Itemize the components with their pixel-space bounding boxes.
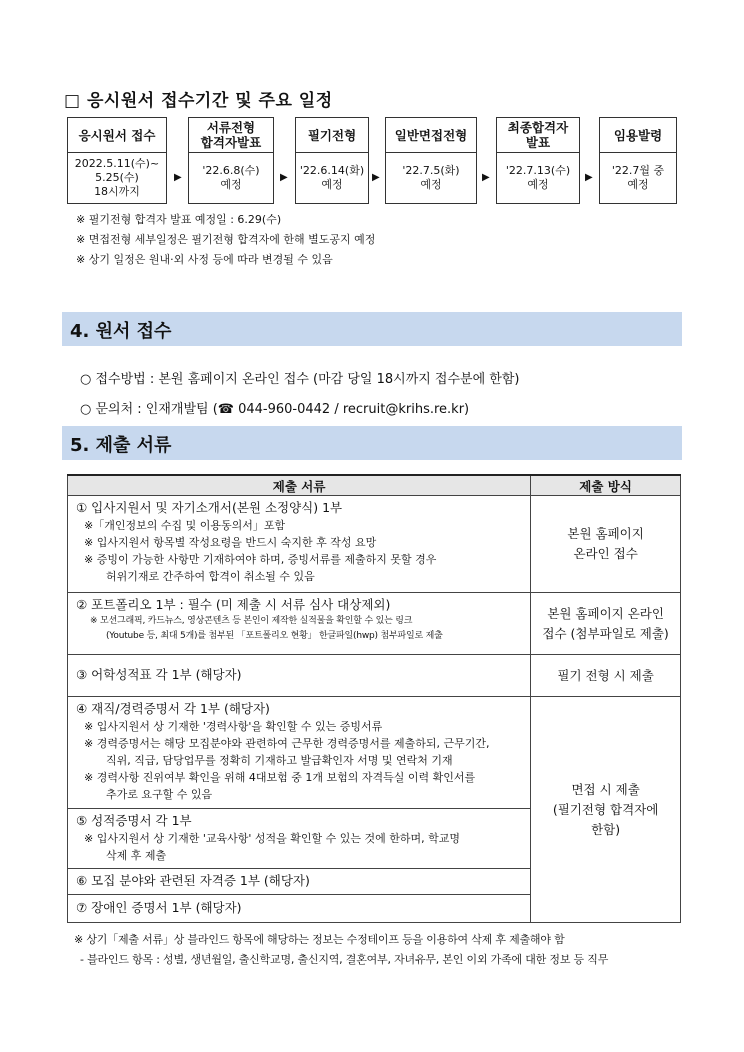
section5-header	[62, 426, 682, 460]
arrow-right-icon: ▶	[585, 172, 593, 183]
doc-item-4-note: ※ 경력사항 진위여부 확인을 위해 4대보험 중 1개 보험의 자격득실 이력 확인서를	[84, 771, 476, 784]
schedule-note-3: ※ 상기 일정은 원내·외 사정 등에 따라 변경될 수 있음	[76, 253, 333, 266]
footnote-1: ※ 상기「제출 서류」상 블라인드 항목에 해당하는 정보는 수정테이프 등을 이용하여 삭제 후 제출해야 함	[74, 933, 565, 946]
doc-item-2-note: ※ 모션그래픽, 카드뉴스, 영상콘텐츠 등 본인이 제작한 실적물을 확인할 수 있는 링크	[90, 616, 413, 626]
documents-table	[67, 474, 681, 923]
doc-item-6: ⑥ 모집 분야와 관련된 자격증 1부 (해당자)	[76, 873, 310, 888]
arrow-right-icon: ▶	[372, 172, 380, 183]
step-6-head: 임용발령	[599, 117, 677, 153]
schedule-note-1: ※ 필기전형 합격자 발표 예정일 : 6.29(수)	[76, 213, 282, 226]
section4-header	[62, 312, 682, 346]
doc-item-1-note: ※「개인정보의 수집 및 이용동의서」포함	[84, 519, 286, 532]
doc-item-4: ④ 재직/경력증명서 각 1부 (해당자)	[76, 701, 270, 716]
step-5-body: '22.7.13(수) 예정	[496, 152, 580, 204]
doc-item-1: ① 입사지원서 및 자기소개서(본원 소정양식) 1부	[76, 500, 343, 515]
interview-method-cell	[531, 697, 681, 923]
method-2: 본원 홈페이지 온라인	[547, 605, 664, 621]
step-4-head: 일반면접전형	[385, 117, 477, 153]
doc-item-1-note: ※ 증빙이 가능한 사항만 기재하여야 하며, 증빙서류를 제출하지 못할 경우	[84, 553, 437, 566]
method-2b: 접수 (첨부파일로 제출)	[542, 625, 669, 641]
step-4-body: '22.7.5(화) 예정	[385, 152, 477, 204]
doc-item-5: ⑤ 성적증명서 각 1부	[76, 813, 192, 828]
step-2-body: '22.6.8(수) 예정	[188, 152, 274, 204]
doc-item-4-note: ※ 경력증명서는 해당 모집분야와 관련하여 근무한 경력증명서를 제출하되, 근무기간,	[84, 737, 490, 750]
step-6-body: '22.7월 중 예정	[599, 152, 677, 204]
method-1b: 온라인 접수	[573, 546, 638, 561]
doc-item-3: ③ 어학성적표 각 1부 (해당자)	[76, 667, 242, 682]
section4-title: 4. 원서 접수	[70, 321, 172, 342]
method-4: 면접 시 제출	[571, 781, 640, 797]
doc-item-7: ⑦ 장애인 증명서 1부 (해당자)	[76, 900, 242, 915]
step-3-body: '22.6.14(화) 예정	[295, 152, 369, 204]
table-row	[68, 655, 681, 697]
contact-info: ○ 문의처 : 인재개발팀 (☎ 044-960-0442 / recruit@krihs.re.kr)	[80, 402, 470, 417]
arrow-right-icon: ▶	[482, 172, 490, 183]
step-2-head	[188, 117, 274, 153]
table-row	[68, 496, 681, 593]
doc-item-5-note: ※ 입사지원서 상 기재한 '교육사항' 성적을 확인할 수 있는 것에 한하며, 학교명	[84, 832, 461, 845]
doc-item-4-note: 직위, 직급, 담당업무를 정확히 기재하고 발급확인자 서명 및 연락처 기재	[106, 754, 453, 767]
method-4b: (필기전형 합격자에	[552, 801, 659, 817]
step-1-head: 응시원서 접수	[67, 117, 167, 153]
col-method: 제출 방식	[531, 475, 681, 496]
table-row	[68, 593, 681, 655]
col-documents: 제출 서류	[68, 475, 531, 496]
doc-item-2: ② 포트폴리오 1부 : 필수 (미 제출 시 서류 심사 대상제외)	[76, 597, 391, 612]
method-3: 필기 전형 시 제출	[531, 655, 681, 697]
doc-item-1-note: 허위기재로 간주하여 합격이 취소될 수 있음	[106, 570, 315, 583]
step-5-head: 최종합격자 발표	[496, 117, 580, 153]
doc-item-4-note: ※ 입사지원서 상 기재한 '경력사항'을 확인할 수 있는 증빙서류	[84, 720, 383, 733]
doc-item-5-note: 삭제 후 제출	[106, 849, 167, 862]
arrow-right-icon: ▶	[174, 172, 182, 183]
table-row	[68, 697, 681, 809]
schedule-note-2: ※ 면접전형 세부일정은 필기전형 합격자에 한해 별도공지 예정	[76, 233, 376, 246]
table-header-row	[68, 475, 681, 496]
doc-item-4-note: 추가로 요구할 수 있음	[106, 788, 213, 801]
method-4c: 한함)	[591, 821, 621, 837]
section5-title: 5. 제출 서류	[70, 435, 172, 456]
step-1-body: 2022.5.11(수)~ 5.25(수) 18시까지	[67, 152, 167, 204]
step-3-head: 필기전형	[295, 117, 369, 153]
apply-method: ○ 접수방법 : 본원 홈페이지 온라인 접수 (마감 당일 18시까지 접수분에 한함)	[80, 372, 520, 387]
doc-item-1-note: ※ 입사지원서 항목별 작성요령을 반드시 숙지한 후 작성 요망	[84, 536, 377, 549]
schedule-title: □ 응시원서 접수기간 및 주요 일정	[64, 91, 333, 111]
doc-item-2-note: (Youtube 등, 최대 5개)를 첨부된 「포트폴리오 현황」 한글파일(hwp) 첨부파일로 제출	[106, 631, 443, 641]
method-1: 본원 홈페이지	[567, 526, 644, 541]
step-2-head-text: 서류전형 합격자발표	[200, 120, 262, 150]
footnote-2: - 블라인드 항목 : 성별, 생년월일, 출신학교명, 출신지역, 결혼여부, 자녀유무, 본인 이외 가족에 대한 정보 등 직무	[80, 953, 609, 966]
arrow-right-icon: ▶	[280, 172, 288, 183]
